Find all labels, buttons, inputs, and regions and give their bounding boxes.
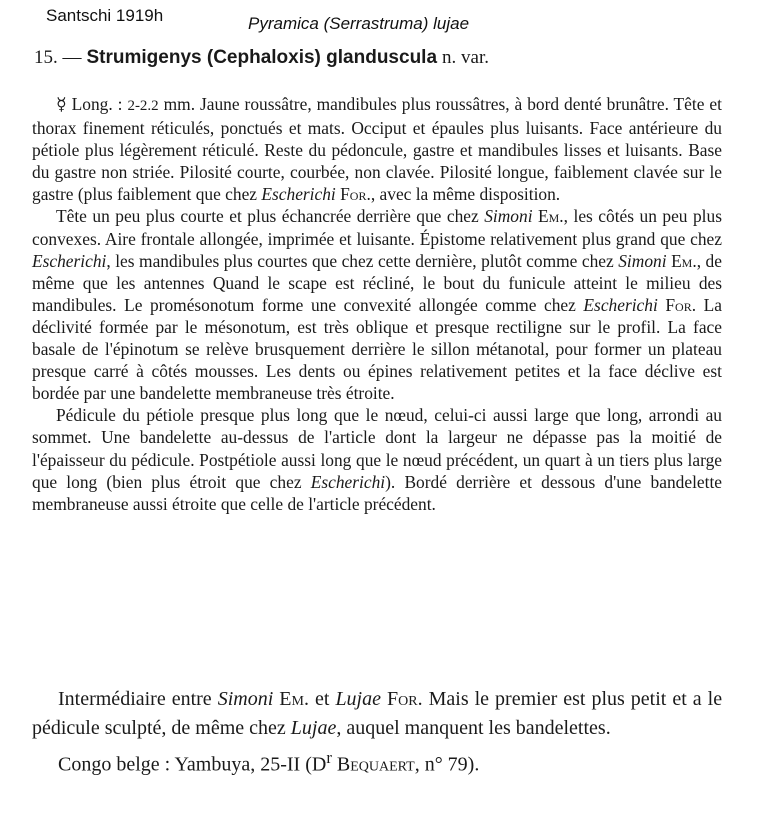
margin-note-synonym: Pyramica (Serrastruma) lujae [248,14,470,33]
species-name: Simoni [618,250,667,271]
description-body [32,93,722,515]
p4-text-3: Mais le premier est plus petit et a le pédicule sculpté, de même chez [32,688,723,739]
species-name: Escherichi [261,184,336,205]
p3-text-2: ). Bordé derrière et dessous d'une bandelette membraneuse aussi étroite que celle de l'article précédent. [32,471,723,514]
paragraph-head-thorax [32,205,722,404]
author-name: For. [665,294,697,315]
paragraph-comparison [32,685,722,743]
species-name: Simoni [484,206,533,227]
p4-text-1: Intermédiaire entre [58,688,212,710]
species-name: Escherichi [583,294,658,315]
length-value: 2-2.2 [127,98,159,114]
author-name: Em. [538,206,564,227]
author-name: Em. [279,688,309,710]
p2-text-4: , de même que les antennes Quand le scape est récliné, le bout du funicule atteint le milieu des mandibules. Le promésonotum forme une convexité allongée comme chez [32,250,722,315]
p2-text-2: , les côtés un peu plus convexes. Aire frontale allongée, imprimée et luisante. Épistome relativement plus grand que chez [32,206,722,249]
species-name: Escherichi [310,471,386,492]
species-name: Lujae [290,717,337,739]
p2-text-3: , les mandibules plus courtes que chez cette dernière, plutôt comme chez [106,250,614,271]
p4-text-4: , auquel manquent les bandelettes. [336,717,611,739]
p1-text-1: mm. Jaune roussâtre, mandibules plus roussâtres, à bord denté brunâtre. Tête et thorax finement réticulés, ponctués et mats. Occiput et épaules plus luisants. Face antérieure du pétiole plus légèrement réticulé. Reste du pédoncule, gastre et mandibules lisses et luisants. Base du gastre non striée. Pilosité courte, courbée, non clavée. Pilosité longue, faiblement clavée sur le gastre (plus faiblement que chez [32,94,722,205]
worker-symbol: ☿ [56,94,67,114]
paragraph-locality [32,743,722,780]
species-name: Escherichi [32,250,107,271]
heading-rank: n. var. [442,47,489,68]
p3-text-1: Pédicule du pétiole presque plus long que le nœud, celui-ci aussi large que long, arrondi au sommet. Une bandelette au-dessus de l'article dont la largeur ne dépasse pas la moitié de l'épaisseur du pédicule. Postpétiole aussi long que le nœud précédent, un quart à un tiers plus large que long (bien plus étroit que chez [32,405,722,492]
taxon-heading [34,46,734,69]
heading-taxon-name: Strumigenys (Cephaloxis) glanduscula [86,47,438,68]
species-name: Lujae [335,688,381,710]
margin-note-citation: Santschi 1919h [46,6,164,25]
species-name: Simoni [217,688,274,710]
p2-text-5: La déclivité formée par le mésonotum, est très oblique et presque rectiligne sur le profil. La face basale de l'épinotum se relève brusquement derrière le sillon métanotal, pour former un plateau presque carré à côtés mousses. Les dents ou épines relativement petites et la face déclive est bordée par une bandelette membraneuse très étroite. [32,294,722,404]
heading-number: 15. — [34,47,82,68]
author-name: Em. [671,250,697,271]
locality-number: , n° 79). [414,753,480,776]
paragraph-worker-description [32,93,722,205]
title-superscript: r [326,748,332,767]
p2-text-1: Tête un peu plus courte et plus échancrée derrière que chez [56,206,479,227]
collector-name: Bequaert [336,753,415,776]
length-label: Long. : [71,94,123,114]
paragraph-petiole [32,404,722,514]
author-name: For. [340,184,371,205]
comparison-body [32,685,722,780]
p1-text-2: , avec la même disposition. [370,184,561,205]
author-name: For. [387,688,423,710]
p4-text-2: et [314,688,330,710]
locality-text: Congo belge : Yambuya, 25-II (D [58,753,327,776]
